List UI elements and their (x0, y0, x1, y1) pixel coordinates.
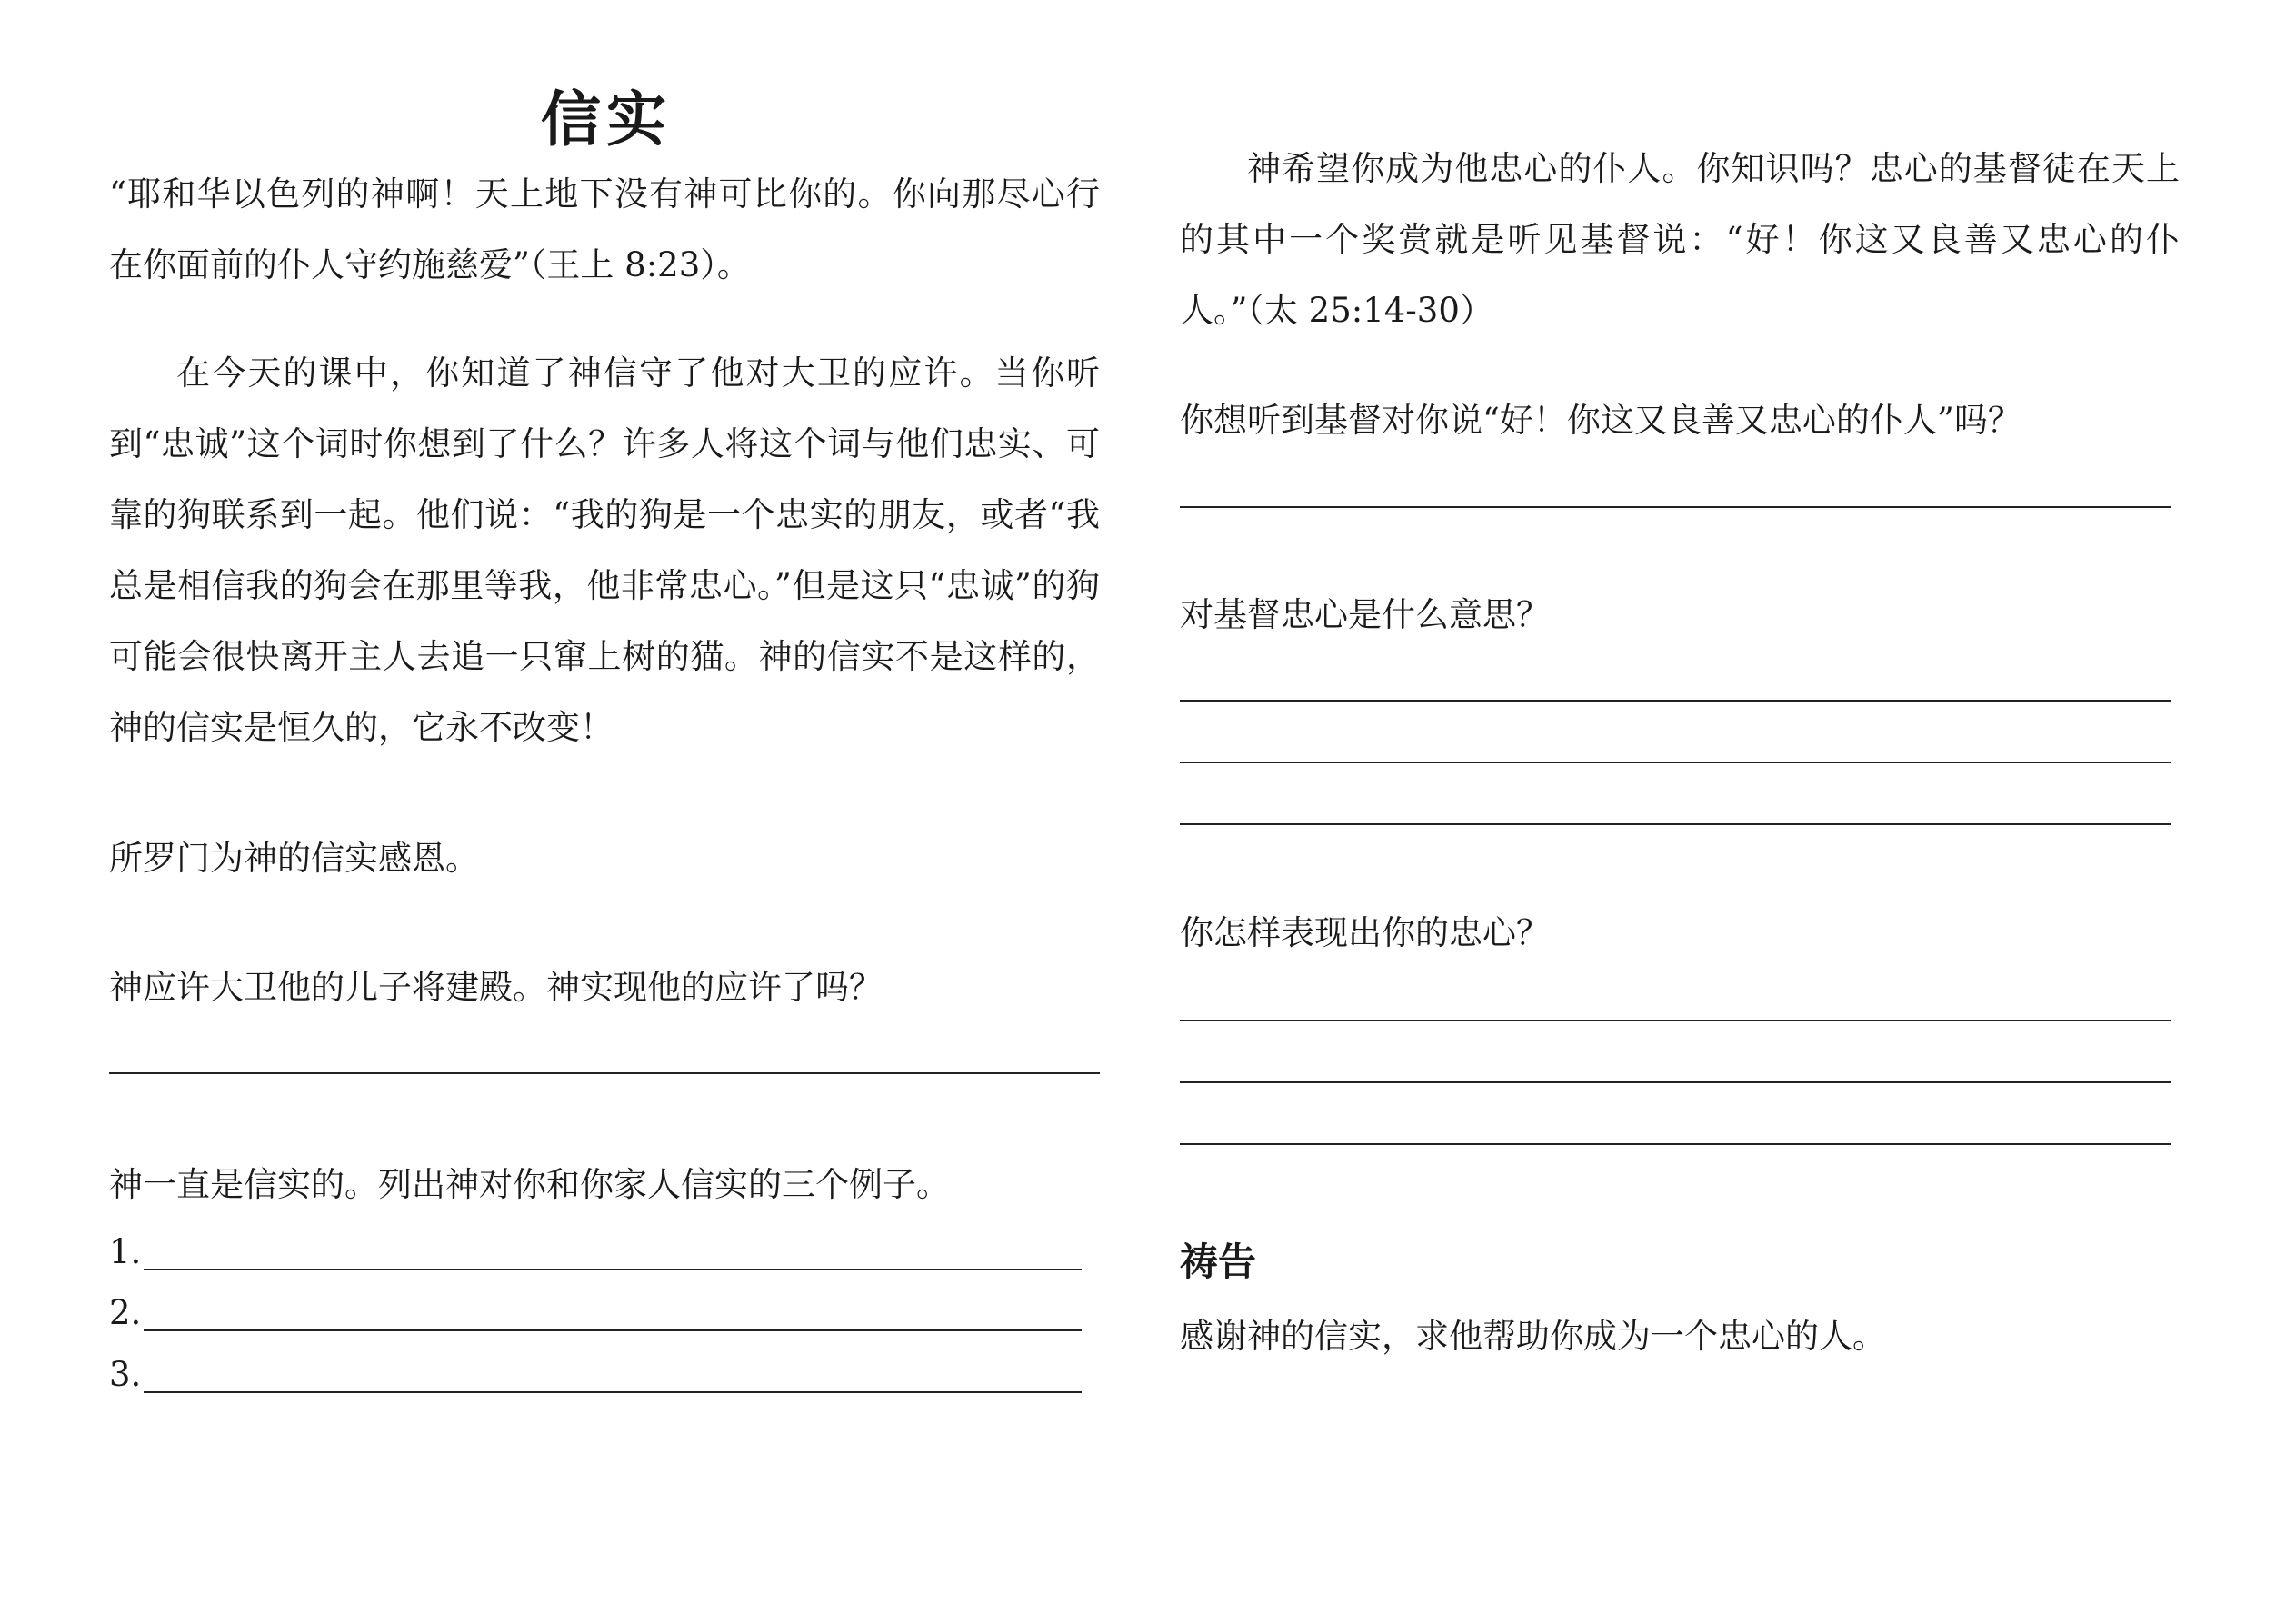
list-item (109, 1234, 141, 1270)
answer-line-meaning-3[interactable] (1180, 823, 2171, 825)
question-faithful-meaning: 对基督忠心是什么意思？ (1180, 595, 1550, 634)
list-item (109, 1357, 141, 1393)
servant-paragraph: 神希望你成为他忠心的仆人。你知识吗？忠心的基督徒在天上的其中一个奖赏就是听见基督说：“好！你这又良善又忠心的仆人。”（太 25:14-30） (1180, 149, 2180, 330)
answer-line-example-1[interactable] (144, 1269, 1082, 1270)
question-examples: 神一直是信实的。列出神对你和你家人信实的三个例子。 (109, 1165, 950, 1204)
list-number: 1. (109, 1232, 142, 1271)
list-number: 2. (109, 1293, 142, 1332)
answer-line-show-2[interactable] (1180, 1081, 2171, 1083)
question-hear-christ: 你想听到基督对你说“好！你这又良善又忠心的仆人”吗？ (1180, 401, 2021, 440)
list-number: 3. (109, 1355, 142, 1394)
answer-line-meaning-1[interactable] (1180, 700, 2171, 702)
list-item (109, 1295, 141, 1331)
scripture-verse: “耶和华以色列的神啊！天上地下没有神可比你的。你向那尽心行在你面前的仆人守约施慈爱”（王上 8:23）。 (109, 174, 1100, 284)
page-title: 信实 (541, 85, 672, 154)
answer-line-example-2[interactable] (144, 1329, 1082, 1331)
solomon-text: 所罗门为神的信实感恩。 (109, 839, 479, 878)
answer-line-meaning-2[interactable] (1180, 762, 2171, 763)
answer-line-example-3[interactable] (144, 1391, 1082, 1393)
answer-line-promise[interactable] (109, 1072, 1100, 1074)
answer-line-show-3[interactable] (1180, 1143, 2171, 1145)
question-promise: 神应许大卫他的儿子将建殿。神实现他的应许了吗？ (109, 968, 883, 1007)
prayer-text: 感谢神的信实，求他帮助你成为一个忠心的人。 (1180, 1317, 1886, 1356)
question-show-faithfulness: 你怎样表现出你的忠心？ (1180, 913, 1550, 952)
lesson-paragraph: 在今天的课中，你知道了神信守了他对大卫的应许。当你听到“忠诚”这个词时你想到了什么？许多人将这个词与他们忠实、可靠的狗联系到一起。他们说：“我的狗是一个忠实的朋友，或者“我总是相信我的狗会在那里等我，他非常忠心。”但是这只“忠诚”的狗可能会很快离开主人去追一只窜上树的猫。神的信实不是这样的，神的信实是恒久的，它永不改变！ (109, 353, 1100, 747)
answer-line-hear-christ[interactable] (1180, 506, 2171, 508)
answer-line-show-1[interactable] (1180, 1020, 2171, 1021)
prayer-heading: 祷告 (1180, 1240, 1257, 1284)
